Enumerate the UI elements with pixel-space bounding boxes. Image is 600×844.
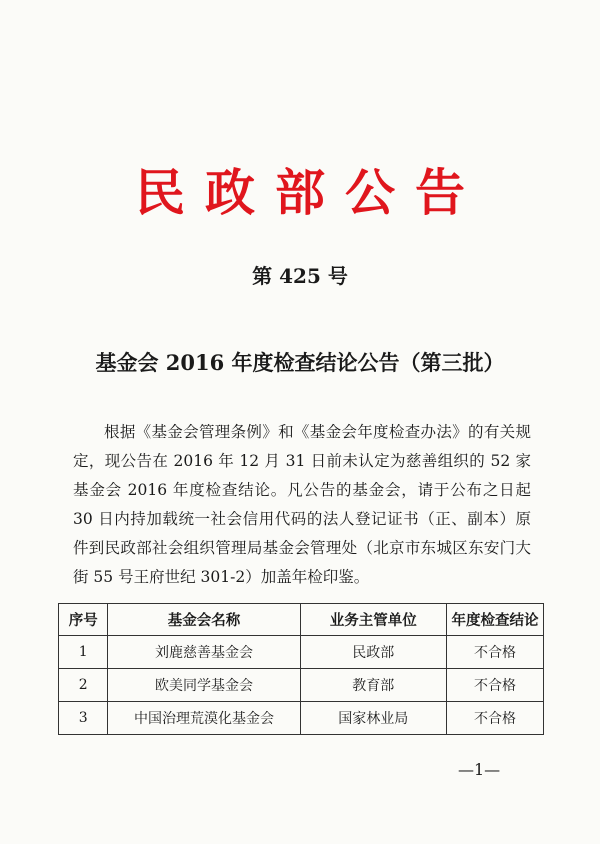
notice-body xyxy=(73,418,531,592)
cell-foundation-name: 刘鹿慈善基金会 xyxy=(108,636,300,669)
cell-supervising-unit: 国家林业局 xyxy=(300,702,446,735)
notice-body-paragraph: 根据《基金会管理条例》和《基金会年度检查办法》的有关规定，现公告在 2016 年 12 月 31 日前未认定为慈善组织的 52 家基金会 2016 年度检查结论。凡公告的基金会，请于公布之日起 30 日内持加载统一社会信用代码的法人登记证书（正、副本）原件到民政部社会组织管理局基金会管理处（北京市东城区东安门大街 55 号王府世纪 301-2）加盖年检印鉴。 xyxy=(73,423,531,586)
cell-foundation-name: 欧美同学基金会 xyxy=(108,669,300,702)
table-header-row xyxy=(59,604,544,636)
document-number: 第 425 号 xyxy=(252,264,348,288)
cell-inspection-result: 不合格 xyxy=(446,669,543,702)
page-number: —1— xyxy=(458,760,501,779)
header-serial-number: 序号 xyxy=(59,604,108,636)
notice-title: 基金会 2016 年度检查结论公告（第三批） xyxy=(95,350,505,375)
cell-serial-number: 2 xyxy=(59,669,108,702)
cell-supervising-unit: 民政部 xyxy=(300,636,446,669)
cell-serial-number: 1 xyxy=(59,636,108,669)
inspection-result-table xyxy=(58,603,544,735)
header-supervising-unit: 业务主管单位 xyxy=(300,604,446,636)
cell-inspection-result: 不合格 xyxy=(446,702,543,735)
cell-foundation-name: 中国治理荒漠化基金会 xyxy=(108,702,300,735)
cell-supervising-unit: 教育部 xyxy=(300,669,446,702)
table-row xyxy=(59,669,544,702)
header-inspection-result: 年度检查结论 xyxy=(446,604,543,636)
cell-inspection-result: 不合格 xyxy=(446,636,543,669)
table-row xyxy=(59,636,544,669)
cell-serial-number: 3 xyxy=(59,702,108,735)
table-row xyxy=(59,702,544,735)
header-foundation-name: 基金会名称 xyxy=(108,604,300,636)
issuer-header-title: 民政部公告 xyxy=(135,163,485,222)
